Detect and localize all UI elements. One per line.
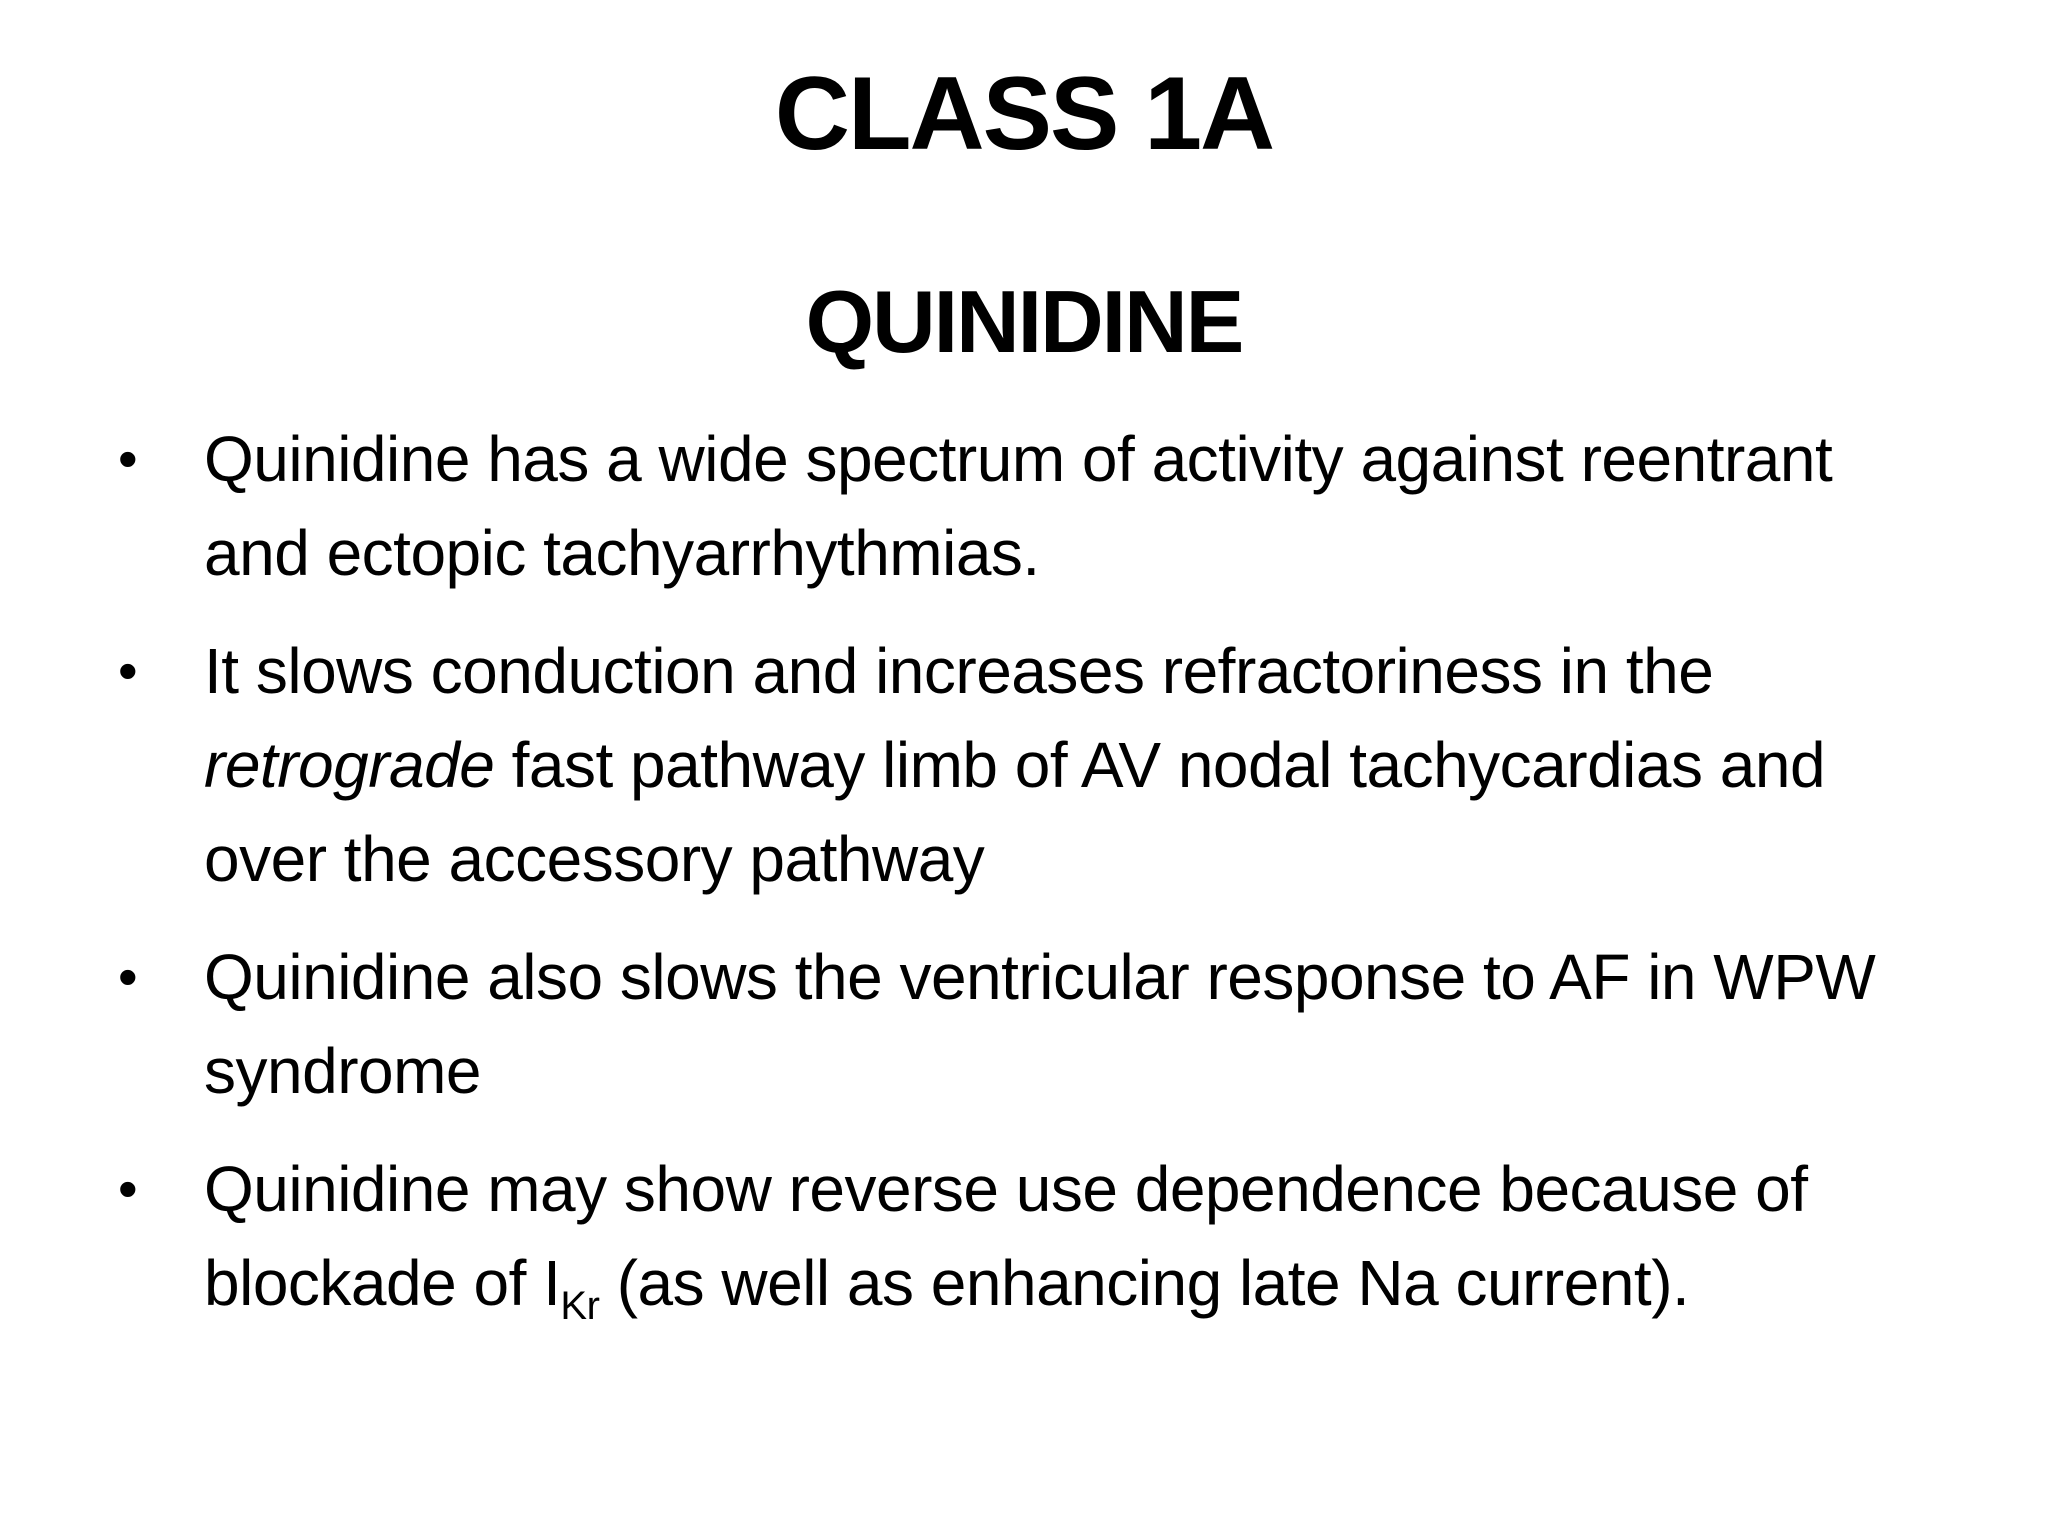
bullet-item <box>118 624 1948 906</box>
bullet-italic-term: retrograde <box>204 729 495 801</box>
bullet-icon: • <box>118 945 138 1008</box>
bullet-icon: • <box>118 1157 138 1220</box>
bullet-item <box>118 930 1948 1118</box>
bullet-text: Quinidine also slows the ventricular response to AF in WPW syndrome <box>204 941 1876 1107</box>
bullet-text <box>204 635 1825 895</box>
bullet-subscript: Kr <box>560 1284 600 1328</box>
bullet-icon: • <box>118 639 138 702</box>
bullet-list <box>118 412 1948 1354</box>
bullet-item <box>118 412 1948 600</box>
bullet-item <box>118 1142 1948 1330</box>
bullet-icon: • <box>118 427 138 490</box>
bullet-text-part: It slows conduction and increases refractoriness in the <box>204 635 1714 707</box>
bullet-text: Quinidine has a wide spectrum of activity against reentrant and ectopic tachyarrhythmias. <box>204 423 1833 589</box>
slide-title: CLASS 1A <box>774 56 1274 172</box>
bullet-text-part: (as well as enhancing late Na current). <box>599 1247 1690 1319</box>
bullet-text-part: fast pathway limb of AV nodal tachycardias and over the accessory pathway <box>204 729 1826 895</box>
slide-subtitle: QUINIDINE <box>805 272 1243 371</box>
bullet-text <box>204 1153 1808 1328</box>
bullet-text-part: Quinidine may show reverse use dependence because of blockade of I <box>204 1153 1808 1319</box>
